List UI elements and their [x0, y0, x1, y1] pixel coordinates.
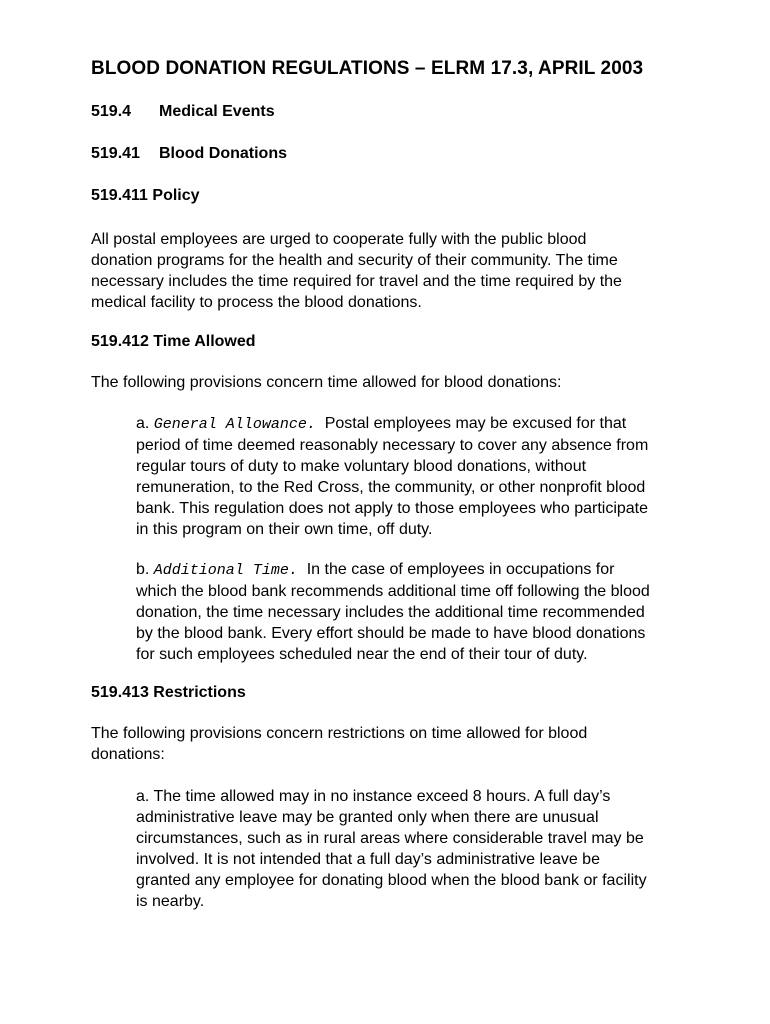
text-line: necessary includes the time required for travel and the time required by the	[91, 273, 622, 290]
heading-blood-donations	[91, 145, 287, 163]
text-line: granted any employee for donating blood when the blood bank or facility	[136, 872, 647, 889]
restrictions-intro	[91, 723, 711, 765]
text-line	[136, 413, 716, 435]
text-line: administrative leave may be granted only when there are unusual	[136, 809, 599, 826]
heading-time-allowed: 519.412 Time Allowed	[91, 333, 256, 350]
text-line: in this program on their own time, off duty.	[136, 521, 433, 538]
text-line: circumstances, such as in rural areas where considerable travel may be	[136, 830, 644, 847]
text-line: period of time deemed reasonably necessary to cover any absence from	[136, 437, 649, 454]
text-line: donations:	[91, 746, 165, 763]
text-line	[136, 559, 716, 581]
text-line: The following provisions concern restrictions on time allowed for blood	[91, 725, 588, 742]
time-allowed-intro	[91, 372, 711, 393]
item-prefix: a.	[136, 415, 150, 432]
restriction-a	[136, 786, 716, 912]
item-first-line: Postal employees may be excused for that	[324, 415, 627, 432]
text-line: involved. It is not intended that a full day’s administrative leave be	[136, 851, 600, 868]
section-title: Blood Donations	[159, 145, 287, 162]
document-title: BLOOD DONATION REGULATIONS – ELRM 17.3, APRIL 2003	[91, 58, 644, 79]
heading-policy: 519.411 Policy	[91, 187, 200, 204]
text-line: which the blood bank recommends additional time off following the blood	[136, 583, 650, 600]
text-line: a. The time allowed may in no instance exceed 8 hours. A full day’s	[136, 788, 611, 805]
item-term: Additional Time.	[153, 562, 298, 579]
text-line: regular tours of duty to make voluntary blood donations, without	[136, 458, 587, 475]
section-number: 519.4	[91, 103, 132, 120]
policy-paragraph	[91, 229, 711, 313]
text-line: medical facility to process the blood donations.	[91, 294, 422, 311]
text-line: by the blood bank. Every effort should be made to have blood donations	[136, 625, 646, 642]
text-line: is nearby.	[136, 893, 205, 910]
text-line: donation programs for the health and security of their community. The time	[91, 252, 618, 269]
item-term: General Allowance.	[153, 416, 316, 433]
heading-restrictions: 519.413 Restrictions	[91, 684, 246, 701]
text-line: bank. This regulation does not apply to those employees who participate	[136, 500, 649, 517]
item-additional-time	[136, 559, 716, 665]
text-line: donation, the time necessary includes the additional time recommended	[136, 604, 645, 621]
text-line: The following provisions concern time allowed for blood donations:	[91, 374, 562, 391]
heading-medical-events	[91, 103, 275, 121]
section-number: 519.41	[91, 145, 140, 162]
section-title: Medical Events	[159, 103, 275, 120]
text-line: for such employees scheduled near the end of their tour of duty.	[136, 646, 588, 663]
item-first-line: In the case of employees in occupations for	[306, 561, 615, 578]
item-general-allowance	[136, 413, 716, 540]
item-prefix: b.	[136, 561, 150, 578]
text-line: All postal employees are urged to cooperate fully with the public blood	[91, 231, 587, 248]
text-line: remuneration, to the Red Cross, the community, or other nonprofit blood	[136, 479, 646, 496]
